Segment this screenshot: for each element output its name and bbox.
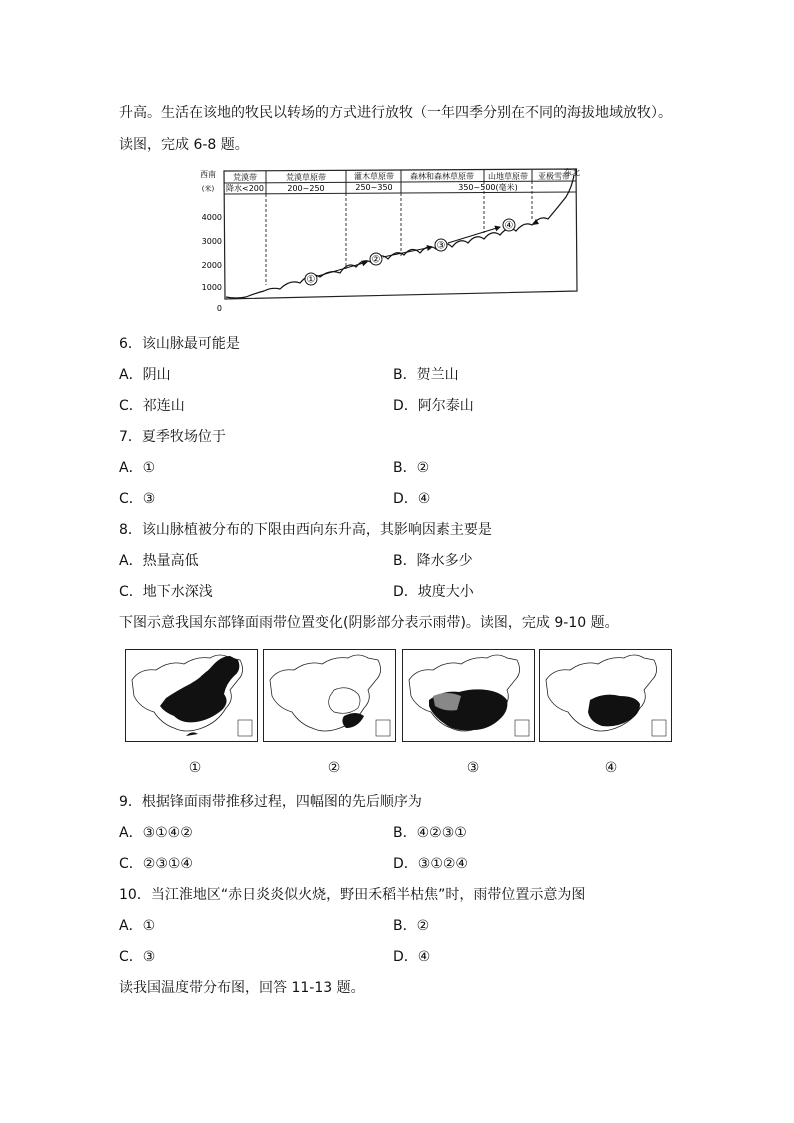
q7-option-a[interactable]: A．① [119,460,156,476]
ytick-2000: 2000 [201,261,222,270]
q8-option-b[interactable]: B．降水多少 [393,553,473,569]
q8-option-c[interactable]: C．地下水深浅 [119,584,213,600]
ytick-0: 0 [216,304,222,313]
belt-label-2: 荒漠草原带 [286,173,326,182]
q6-option-a[interactable]: A．阴山 [119,367,171,383]
rain-belt-map-4 [539,649,672,742]
marker-2: ② [371,254,381,266]
marker-1: ① [306,274,316,286]
precip-label-3: 250~350 [355,183,393,192]
precip-label-2: 200~250 [287,184,325,193]
intro-line-2: 读图，完成 6-8 题。 [119,137,249,153]
mountain-profile-figure [196,163,580,315]
ytick-4000: 4000 [201,213,222,222]
q7-option-d[interactable]: D．④ [393,491,431,507]
map-label-3: ③ [466,760,480,776]
map-label-1: ① [188,760,202,776]
corner-northeast: 东北 [564,168,580,177]
q6-option-d[interactable]: D．阿尔泰山 [393,398,474,414]
precip-label-4: 350~500(毫米) [458,183,518,192]
q6-option-b[interactable]: B．贺兰山 [393,367,459,383]
q9-stem: 9．根据锋面雨带推移过程，四幅图的先后顺序为 [119,794,422,810]
q7-option-c[interactable]: C．③ [119,491,156,507]
q9-option-a[interactable]: A．③①④② [119,825,193,841]
belt-label-3: 灌木草原带 [354,172,394,181]
intro-line-1: 升高。生活在该地的牧民以转场的方式进行放牧（一年四季分别在不同的海拔地域放牧）。 [119,105,672,121]
belt-label-5: 山地草原带 [488,172,528,181]
q9-option-b[interactable]: B．④②③① [393,825,467,841]
arrow-3-4 [448,227,500,243]
marker-3: ③ [436,240,446,252]
q6-option-c[interactable]: C．祁连山 [119,398,185,414]
arrow-2-3 [383,247,432,257]
rain-belt-map-2 [263,649,396,742]
corner-southwest: 西南 [200,170,216,179]
belt-label-4: 森林和森林草原带 [410,172,474,181]
marker-4: ④ [504,220,514,232]
map-label-2: ② [327,760,341,776]
belt-label-1: 荒漠带 [233,173,257,182]
q6-stem: 6．该山脉最可能是 [119,336,240,352]
q7-stem: 7．夏季牧场位于 [119,429,226,445]
map-label-4: ④ [604,760,618,776]
q9-option-c[interactable]: C．②③①④ [119,856,193,872]
q10-option-c[interactable]: C．③ [119,949,156,965]
q8-option-a[interactable]: A．热量高低 [119,553,199,569]
q8-option-d[interactable]: D．坡度大小 [393,584,474,600]
precip-label-1: 降水<200 [226,184,264,193]
ytick-3000: 3000 [201,237,222,246]
intro-2: 下图示意我国东部锋面雨带位置变化(阴影部分表示雨带)。读图，完成 9-10 题。 [119,615,619,631]
q10-option-a[interactable]: A．① [119,918,156,934]
unit-label: (米) [201,185,215,193]
intro-3: 读我国温度带分布图，回答 11-13 题。 [119,980,365,996]
rain-belt-map-1 [125,649,258,742]
arrow-1-2 [318,262,367,276]
q10-option-d[interactable]: D．④ [393,949,431,965]
q9-option-d[interactable]: D．③①②④ [393,856,468,872]
rain-belt-map-3 [402,649,535,742]
q10-stem: 10．当江淮地区“赤日炎炎似火烧，野田禾稻半枯焦”时，雨带位置示意为图 [119,887,586,903]
q10-option-b[interactable]: B．② [393,918,430,934]
q8-stem: 8．该山脉植被分布的下限由西向东升高，其影响因素主要是 [119,522,492,538]
q7-option-b[interactable]: B．② [393,460,430,476]
belt-label-6: 亚极雪带 [538,172,570,181]
ytick-1000: 1000 [201,283,222,292]
